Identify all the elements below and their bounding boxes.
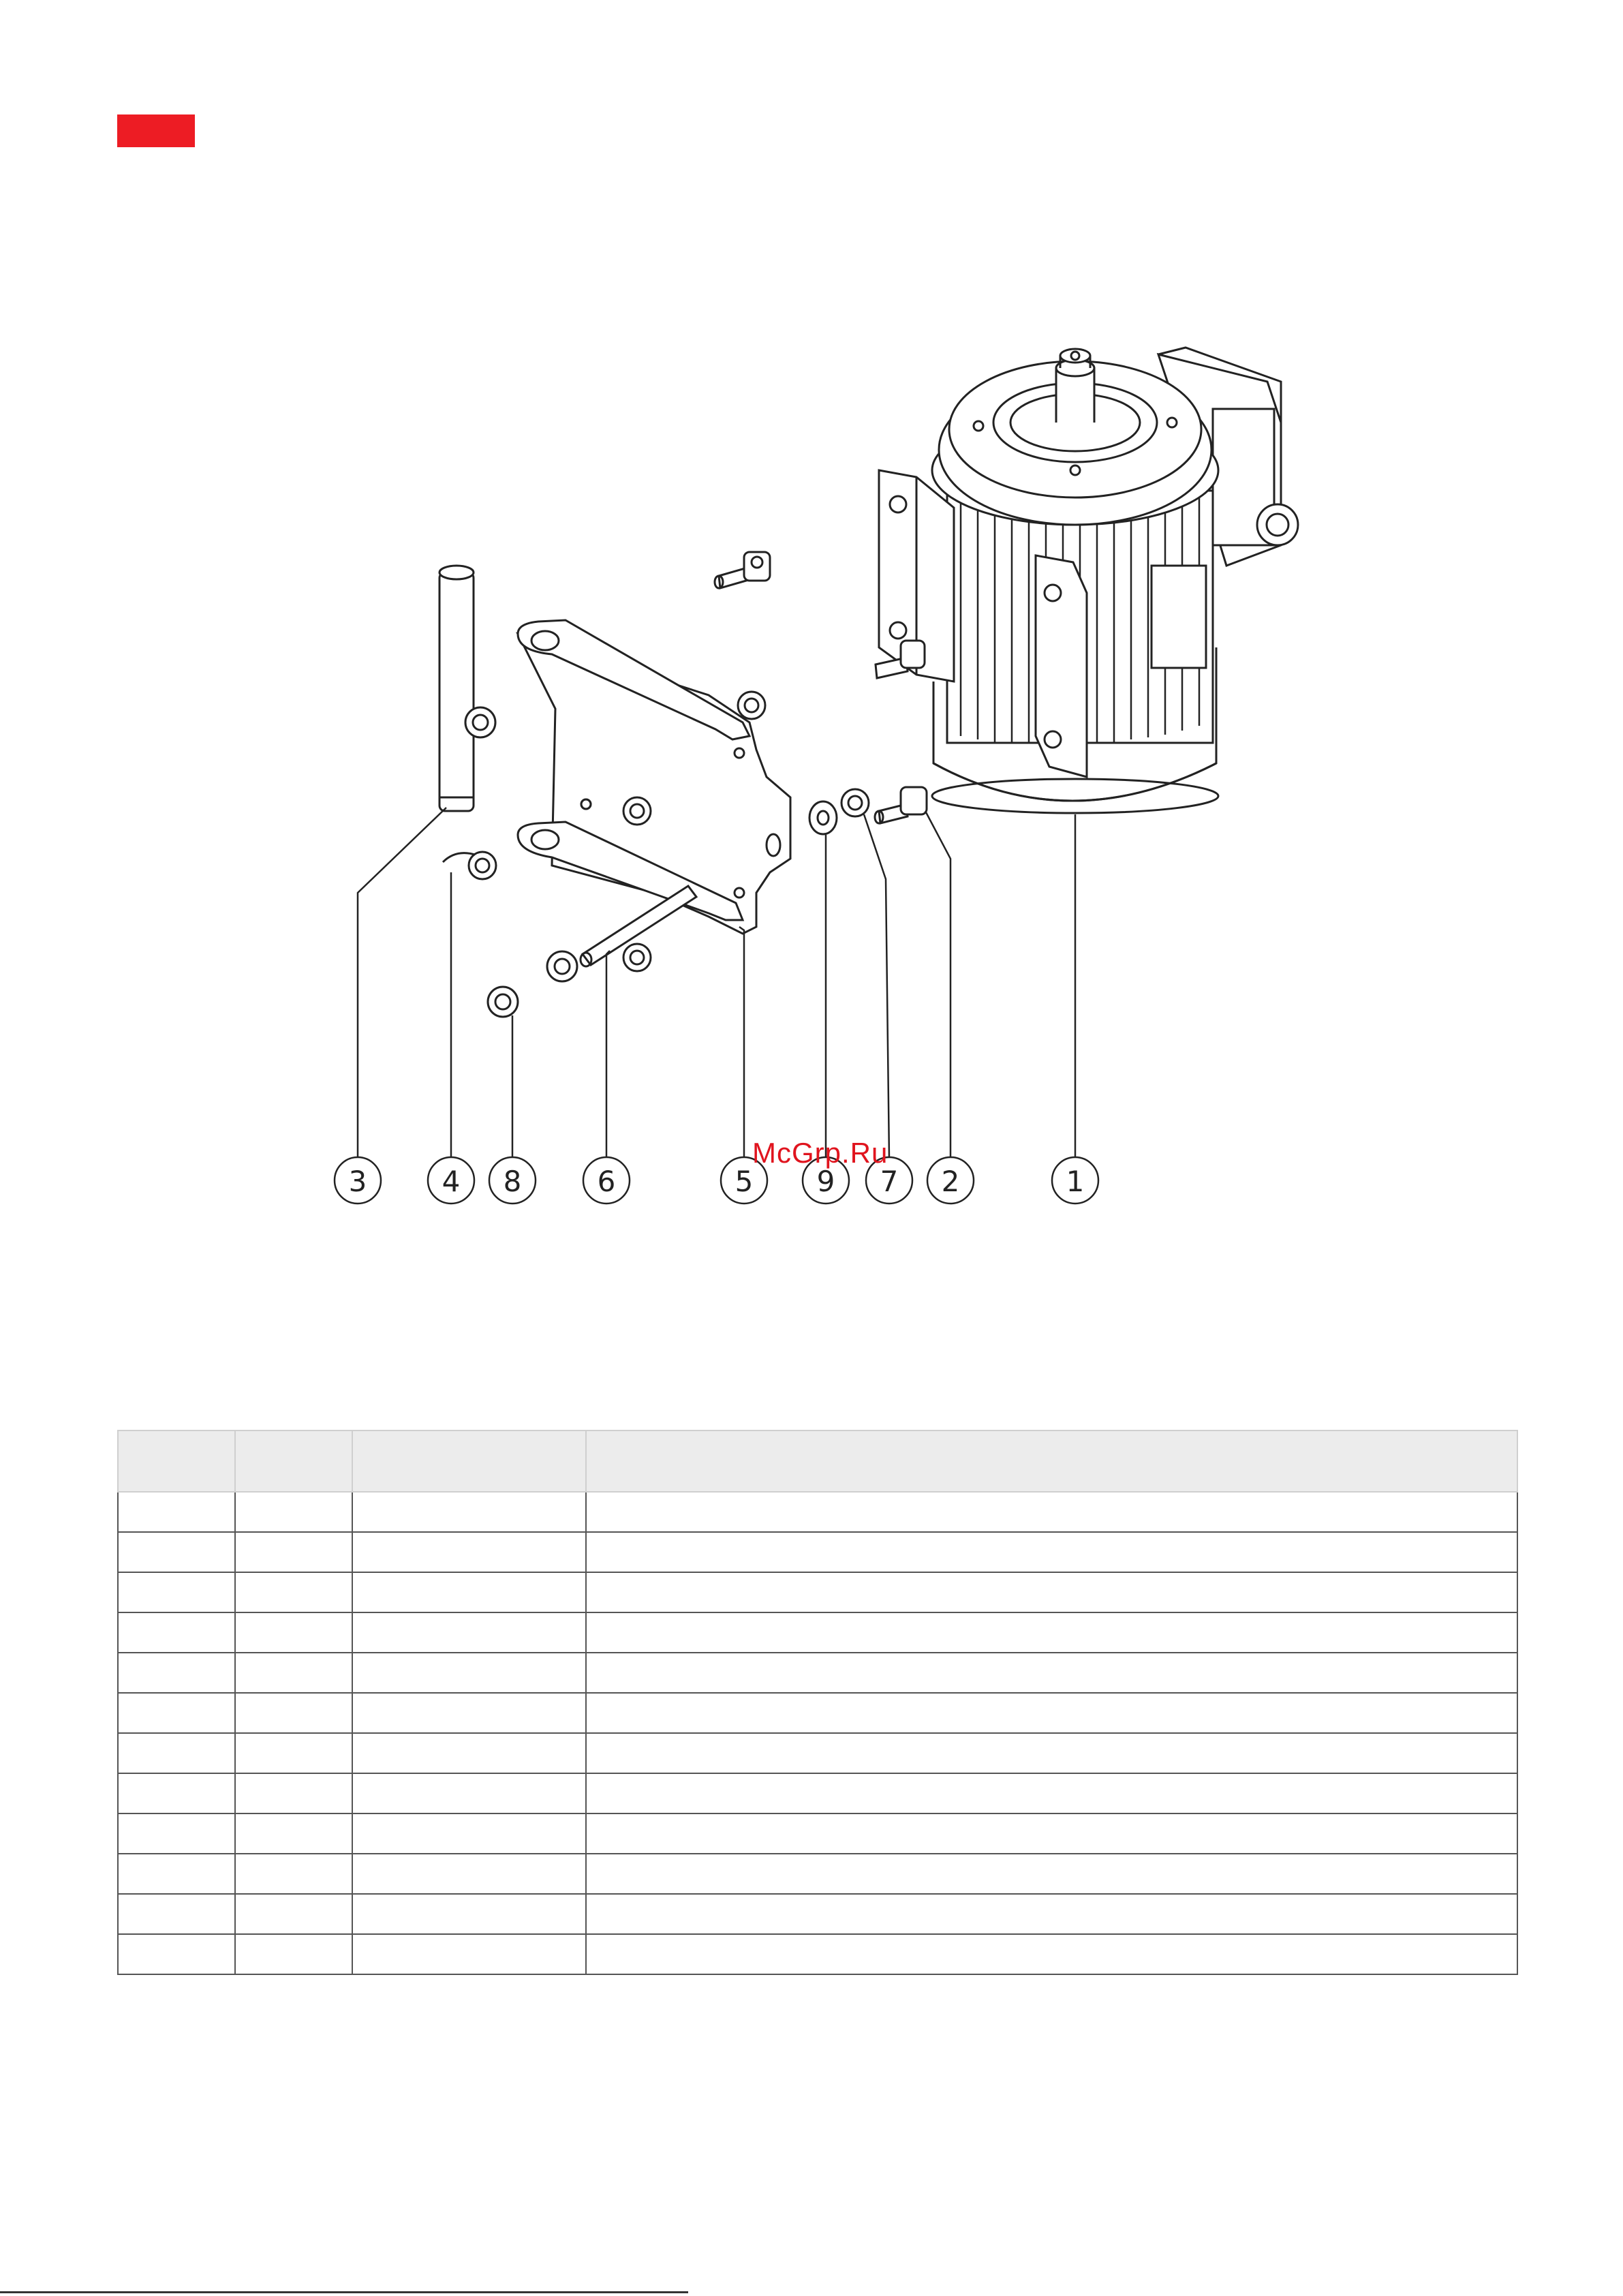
table-header-row [118, 1430, 1517, 1492]
table-row [118, 1532, 1517, 1572]
parts-table [117, 1430, 1518, 1975]
table-cell [118, 1773, 235, 1813]
table-cell [352, 1894, 586, 1934]
nut-drawing [488, 987, 518, 1017]
table-row [118, 1813, 1517, 1854]
table-cell [235, 1854, 352, 1894]
table-cell [586, 1693, 1517, 1733]
table-row [118, 1653, 1517, 1693]
table-row [118, 1693, 1517, 1733]
footer-rule [0, 2291, 688, 2293]
table-cell [352, 1572, 586, 1612]
table-cell [235, 1532, 352, 1572]
table-row [118, 1733, 1517, 1773]
table-cell [118, 1612, 235, 1653]
column-header [352, 1430, 586, 1492]
table-cell [586, 1492, 1517, 1532]
table-cell [352, 1934, 586, 1974]
table-cell [235, 1612, 352, 1653]
table-cell [118, 1733, 235, 1773]
callout-label: 7 [880, 1165, 899, 1198]
table-cell [235, 1894, 352, 1934]
callout-label: 3 [348, 1165, 367, 1198]
callout-label: 5 [735, 1165, 754, 1198]
table-cell [235, 1653, 352, 1693]
table-cell [586, 1934, 1517, 1974]
table-cell [586, 1653, 1517, 1693]
callout-label: 9 [816, 1165, 835, 1198]
table-cell [352, 1813, 586, 1854]
table-cell [118, 1532, 235, 1572]
table-cell [352, 1854, 586, 1894]
table-cell [352, 1492, 586, 1532]
table-cell [118, 1854, 235, 1894]
table-cell [118, 1894, 235, 1934]
table-cell [586, 1532, 1517, 1572]
callout-label: 4 [442, 1165, 461, 1198]
table-cell [586, 1894, 1517, 1934]
column-header [586, 1430, 1517, 1492]
table-cell [586, 1854, 1517, 1894]
table-cell [118, 1693, 235, 1733]
table-row [118, 1612, 1517, 1653]
table-row [118, 1492, 1517, 1532]
column-header [118, 1430, 235, 1492]
table-cell [352, 1653, 586, 1693]
callouts [335, 1157, 1098, 1204]
table-cell [235, 1572, 352, 1612]
table-cell [586, 1813, 1517, 1854]
table-cell [352, 1532, 586, 1572]
table-row [118, 1894, 1517, 1934]
motor-drawing [876, 348, 1298, 813]
table-cell [235, 1934, 352, 1974]
long-bolt-drawing [547, 886, 696, 981]
callout-label: 6 [597, 1165, 616, 1198]
table-cell [352, 1693, 586, 1733]
table-cell [586, 1572, 1517, 1612]
table-cell [235, 1813, 352, 1854]
table-cell [118, 1572, 235, 1612]
pin-drawing [439, 566, 495, 811]
table-cell [118, 1813, 235, 1854]
table-row [118, 1934, 1517, 1974]
table-row [118, 1572, 1517, 1612]
column-header [235, 1430, 352, 1492]
watermark: McGrp.Ru [752, 1137, 888, 1169]
table-cell [235, 1693, 352, 1733]
table-cell [352, 1773, 586, 1813]
table-row [118, 1854, 1517, 1894]
table-cell [118, 1653, 235, 1693]
table-cell [352, 1733, 586, 1773]
table-cell [586, 1733, 1517, 1773]
callout-label: 2 [941, 1165, 960, 1198]
callout-label: 1 [1066, 1165, 1085, 1198]
table-cell [118, 1934, 235, 1974]
table-cell [586, 1773, 1517, 1813]
top-bolt-drawing [715, 552, 770, 588]
table-row [118, 1773, 1517, 1813]
table-cell [235, 1733, 352, 1773]
callout-label: 8 [503, 1165, 522, 1198]
table-cell [235, 1492, 352, 1532]
table-cell [586, 1612, 1517, 1653]
table-cell [235, 1773, 352, 1813]
table-cell [352, 1612, 586, 1653]
table-cell [118, 1492, 235, 1532]
